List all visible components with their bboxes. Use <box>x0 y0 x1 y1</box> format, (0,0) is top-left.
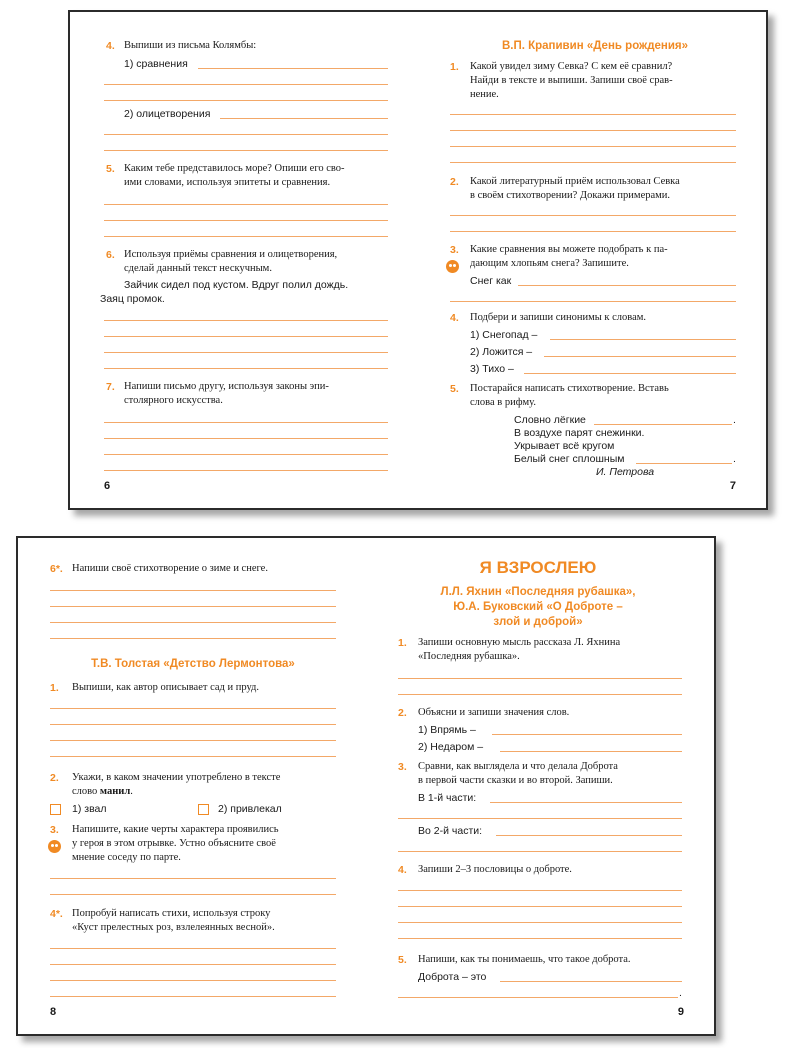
question-number: 5. <box>450 383 459 395</box>
answer-line[interactable] <box>398 678 682 679</box>
answer-line[interactable] <box>398 890 682 891</box>
question-text: Выпиши из письма Колямбы: <box>124 40 257 51</box>
page-number: 7 <box>729 480 736 492</box>
answer-line[interactable] <box>450 130 736 131</box>
answer-line[interactable] <box>492 734 682 735</box>
question-text: Каким тебе представилось море? Опиши его сво- <box>124 163 345 174</box>
answer-line[interactable] <box>104 134 388 135</box>
answer-line[interactable] <box>450 162 736 163</box>
answer-line[interactable] <box>450 114 736 115</box>
answer-prompt: Снег как <box>470 275 512 287</box>
answer-line[interactable] <box>50 622 336 623</box>
section-title: Т.В. Толстая «Детство Лермонтова» <box>91 658 295 670</box>
answer-line[interactable] <box>550 339 736 340</box>
answer-line[interactable] <box>398 997 678 998</box>
option-label: 1) звал <box>72 803 107 815</box>
answer-line[interactable] <box>398 818 682 819</box>
poem-line: Словно лёгкие <box>514 414 586 426</box>
question-number: 7. <box>106 381 115 393</box>
answer-line[interactable] <box>50 638 336 639</box>
question-text: в первой части сказки и во второй. Запиши. <box>418 775 613 786</box>
question-number: 4*. <box>50 908 63 920</box>
answer-line[interactable] <box>500 981 682 982</box>
subitem-label: Во 2-й части: <box>418 825 483 837</box>
question-number: 3. <box>50 824 59 836</box>
question-number: 4. <box>450 312 459 324</box>
chapter-heading: Я ВЗРОСЛЕЮ <box>479 558 597 577</box>
subitem-label: 1) Впрямь – <box>418 724 476 736</box>
answer-line[interactable] <box>450 301 736 302</box>
question-text: «Последняя рубашка». <box>418 651 520 662</box>
answer-line[interactable] <box>398 851 682 852</box>
question-text: столярного искусства. <box>124 395 223 406</box>
subitem-label: В 1-й части: <box>418 792 477 804</box>
answer-line[interactable] <box>104 438 388 439</box>
question-text: у героя в этом отрывке. Устно объясните своё <box>72 838 276 849</box>
answer-line[interactable] <box>104 422 388 423</box>
answer-line[interactable] <box>50 708 336 709</box>
question-number: 4. <box>398 864 407 876</box>
question-text: сделай данный текст нескучным. <box>124 263 272 274</box>
question-text: ими словами, используя эпитеты и сравнения. <box>124 177 331 188</box>
answer-line[interactable] <box>524 373 736 374</box>
answer-line[interactable] <box>450 146 736 147</box>
spread-pages-8-9 <box>16 536 716 1036</box>
answer-line[interactable] <box>50 606 336 607</box>
question-text: Какой литературный приём использовал Севка <box>470 176 680 187</box>
question-number: 3. <box>450 244 459 256</box>
page-number: 8 <box>50 1006 57 1018</box>
answer-line[interactable] <box>50 996 336 997</box>
question-text: Попробуй написать стихи, используя строку <box>72 908 271 919</box>
question-text: Напиши своё стихотворение о зиме и снеге. <box>72 563 268 574</box>
page-number: 9 <box>677 1006 684 1018</box>
answer-line[interactable] <box>104 220 388 221</box>
question-text: мнение соседу по парте. <box>72 852 181 863</box>
answer-line[interactable] <box>450 231 736 232</box>
question-text: Подбери и запиши синонимы к словам. <box>470 312 647 323</box>
question-text: Постарайся написать стихотворение. Вставь <box>470 383 669 394</box>
answer-line[interactable] <box>104 352 388 353</box>
page-8 <box>18 538 368 1034</box>
spread-pages-6-7 <box>68 10 768 510</box>
poem-line: Укрывает всё кругом <box>514 440 615 452</box>
answer-line[interactable] <box>496 835 682 836</box>
question-text: Напишите, какие черты характера проявились <box>72 824 279 835</box>
section-title: злой и доброй» <box>493 616 583 628</box>
answer-line[interactable] <box>50 740 336 741</box>
section-title: В.П. Крапивин «День рождения» <box>501 40 689 52</box>
section-title: Ю.А. Буковский «О Доброте – <box>453 601 623 613</box>
answer-line[interactable] <box>104 100 388 101</box>
line-end-dot: . <box>733 453 736 465</box>
question-text: Какие сравнения вы можете подобрать к па- <box>470 244 668 255</box>
answer-line[interactable] <box>220 118 388 119</box>
question-number: 2. <box>398 707 407 719</box>
answer-line[interactable] <box>104 84 388 85</box>
question-number: 1. <box>398 637 407 649</box>
answer-line[interactable] <box>50 980 336 981</box>
answer-line[interactable] <box>594 424 732 425</box>
question-number: 6*. <box>50 563 63 575</box>
option-checkbox[interactable] <box>50 804 61 815</box>
question-text: нение. <box>470 89 499 100</box>
answer-line[interactable] <box>104 204 388 205</box>
option-checkbox[interactable] <box>198 804 209 815</box>
answer-line[interactable] <box>398 694 682 695</box>
poem-line: В воздухе парят снежинки. <box>514 427 645 439</box>
question-text: слова в рифму. <box>470 397 536 408</box>
question-number: 5. <box>398 954 407 966</box>
question-text: Запиши 2–3 пословицы о доброте. <box>418 864 572 875</box>
question-text: Найди в тексте и выпиши. Запиши своё срав- <box>470 75 673 86</box>
answer-line[interactable] <box>398 906 682 907</box>
question-text: Выпиши, как автор описывает сад и пруд. <box>72 682 260 693</box>
question-number: 4. <box>106 40 115 52</box>
question-text: Запиши основную мысль рассказа Л. Яхнина <box>418 637 621 648</box>
answer-line[interactable] <box>518 285 736 286</box>
question-text: слово манил. <box>72 786 133 797</box>
poem-line: Белый снег сплошным <box>514 453 625 465</box>
answer-line[interactable] <box>50 894 336 895</box>
question-number: 2. <box>450 176 459 188</box>
sample-text: Зайчик сидел под кустом. Вдруг полил дождь. <box>124 279 349 291</box>
page-number: 6 <box>104 480 111 492</box>
answer-line[interactable] <box>104 454 388 455</box>
answer-line[interactable] <box>104 320 388 321</box>
question-text: «Куст прелестных роз, взлелеянных весной». <box>72 922 275 933</box>
question-text: дающим хлопьям снега? Запишите. <box>470 258 629 269</box>
answer-line[interactable] <box>636 463 732 464</box>
answer-prompt: Доброта – это <box>418 971 487 983</box>
pair-work-icon <box>48 840 61 853</box>
question-number: 1. <box>450 61 459 73</box>
answer-line[interactable] <box>50 878 336 879</box>
pair-work-icon <box>446 260 459 273</box>
question-number: 5. <box>106 163 115 175</box>
question-text: Напиши, как ты понимаешь, что такое доброта. <box>418 954 631 965</box>
page-9 <box>368 538 718 1034</box>
answer-line[interactable] <box>398 922 682 923</box>
answer-line[interactable] <box>50 724 336 725</box>
answer-line[interactable] <box>104 336 388 337</box>
answer-line[interactable] <box>104 150 388 151</box>
subitem-label: 1) Снегопад – <box>470 329 538 341</box>
section-title: Л.Л. Яхнин «Последняя рубашка», <box>440 586 636 598</box>
question-text: Напиши письмо другу, используя законы эпи- <box>124 381 329 392</box>
answer-line[interactable] <box>50 948 336 949</box>
answer-line[interactable] <box>50 590 336 591</box>
answer-line[interactable] <box>398 938 682 939</box>
subitem-label: 2) Ложится – <box>470 346 533 358</box>
subitem-label: 2) олицетворения <box>124 108 211 120</box>
answer-line[interactable] <box>490 802 682 803</box>
line-end-dot: . <box>679 987 682 999</box>
question-text: Какой увидел зиму Севка? С кем её сравнил? <box>470 61 673 72</box>
subitem-label: 1) сравнения <box>124 58 188 70</box>
answer-line[interactable] <box>198 68 388 69</box>
poem-author: И. Петрова <box>596 466 655 478</box>
sample-text: Заяц промок. <box>100 293 165 305</box>
answer-line[interactable] <box>544 356 736 357</box>
answer-line[interactable] <box>50 756 336 757</box>
question-number: 2. <box>50 772 59 784</box>
subitem-label: 3) Тихо – <box>470 363 514 375</box>
question-text: Используя приёмы сравнения и олицетворения, <box>124 249 338 260</box>
question-text: Сравни, как выглядела и что делала Доброта <box>418 761 618 772</box>
subitem-label: 2) Недаром – <box>418 741 484 753</box>
question-text: Укажи, в каком значении употреблено в тексте <box>72 772 281 783</box>
question-text: в своём стихотворении? Докажи примерами. <box>470 190 671 201</box>
answer-line[interactable] <box>50 964 336 965</box>
answer-line[interactable] <box>104 368 388 369</box>
question-number: 6. <box>106 249 115 261</box>
question-number: 3. <box>398 761 407 773</box>
line-end-dot: . <box>733 414 736 426</box>
answer-line[interactable] <box>104 470 388 471</box>
question-number: 1. <box>50 682 59 694</box>
answer-line[interactable] <box>500 751 682 752</box>
question-text: Объясни и запиши значения слов. <box>418 707 570 718</box>
option-label: 2) привлекал <box>218 803 282 815</box>
page-7 <box>420 12 770 508</box>
answer-line[interactable] <box>104 236 388 237</box>
page-6 <box>70 12 420 508</box>
answer-line[interactable] <box>450 215 736 216</box>
